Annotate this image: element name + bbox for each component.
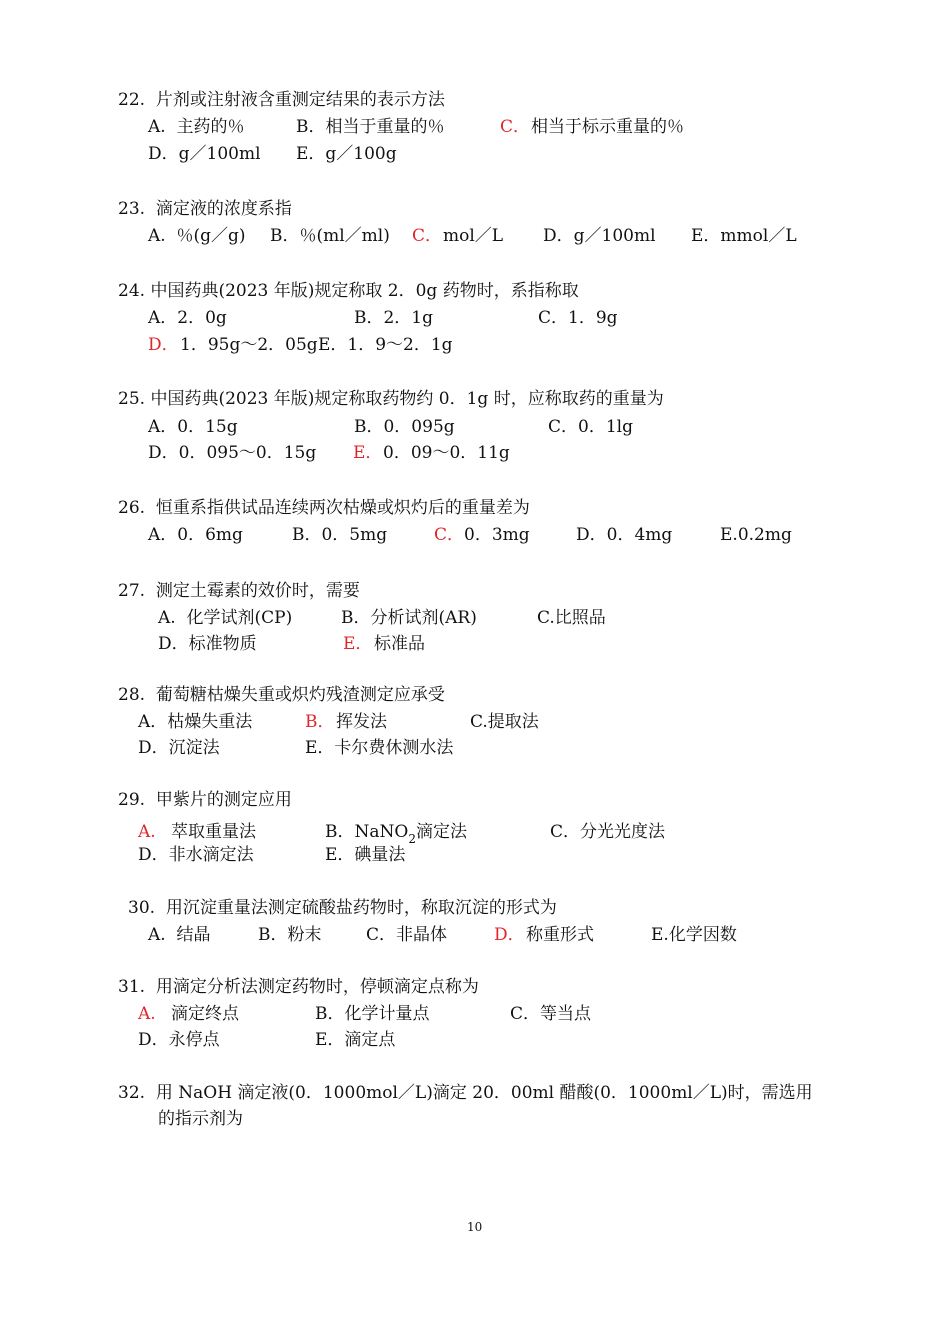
question-28-stem: 28. 葡萄糖枯燥失重或炽灼残渣测定应承受 — [118, 685, 445, 705]
option-28-a: A．枯燥失重法 — [138, 712, 253, 732]
option-29-a-marker: A. — [138, 822, 156, 842]
option-29-e: E．碘量法 — [325, 845, 406, 865]
option-28-e: E．卡尔费休测水法 — [305, 738, 454, 758]
question-24-stem: 24. 中国药典(2023 年版)规定称取 2．0g 药物时，系指称取 — [118, 281, 579, 301]
option-22-c: 相当于标示重量的％ — [531, 117, 684, 137]
option-22-e: E．g／100g — [296, 144, 397, 164]
option-22-b: B．相当于重量的％ — [296, 117, 445, 137]
option-31-a: 滴定终点 — [171, 1004, 239, 1024]
option-29-b — [325, 821, 467, 844]
option-29-b-method: 滴定法 — [415, 822, 467, 842]
option-23-d: D．g／100ml — [543, 226, 656, 246]
option-23-e: E．mmol／L — [691, 226, 797, 246]
page-number: 10 — [467, 1220, 483, 1234]
option-23-a: A. ％(g／g) — [148, 226, 246, 246]
option-22-c-marker: C． — [500, 117, 531, 137]
option-27-a: A. 化学试剂(CP) — [158, 608, 293, 628]
question-29-stem: 29. 甲紫片的测定应用 — [118, 790, 292, 810]
question-26-stem: 26. 恒重系指供试品连续两次枯燥或炽灼后的重量差为 — [118, 498, 530, 518]
option-31-e: E．滴定点 — [315, 1030, 396, 1050]
question-25-stem: 25. 中国药典(2023 年版)规定称取药物约 0．1g 时，应称取药的重量为 — [118, 389, 664, 409]
option-23-b: B．％(ml／ml) — [270, 226, 390, 246]
option-24-e: E．1．9～2．1g — [318, 335, 453, 355]
question-23-stem: 23. 滴定液的浓度系指 — [118, 199, 292, 219]
option-25-e: 0．09～0．11g — [383, 443, 510, 463]
option-22-a: A. 主药的％ — [148, 117, 245, 137]
option-25-c: C．0．1lg — [548, 417, 633, 437]
option-26-c-marker: C． — [434, 525, 465, 545]
option-26-c: 0．3mg — [464, 525, 530, 545]
option-29-b-formula: B．NaNO — [325, 822, 409, 842]
option-28-b: 挥发法 — [336, 712, 387, 732]
option-26-a: A．0．6mg — [148, 525, 243, 545]
option-31-a-marker: A. — [138, 1004, 156, 1024]
option-26-d: D．0．4mg — [576, 525, 673, 545]
question-22-stem: 22. 片剂或注射液含重测定结果的表示方法 — [118, 90, 445, 110]
option-29-c: C．分光光度法 — [550, 822, 666, 842]
option-29-a: 萃取重量法 — [171, 822, 256, 842]
question-27-stem: 27. 测定土霉素的效价时，需要 — [118, 581, 360, 601]
option-30-a: A. 结晶 — [148, 925, 211, 945]
option-25-e-marker: E． — [353, 443, 383, 463]
option-23-c: mol／L — [443, 226, 504, 246]
option-24-a: A．2．0g — [148, 308, 227, 328]
option-23-c-marker: C． — [412, 226, 443, 246]
option-29-d: D．非水滴定法 — [138, 845, 254, 865]
option-31-d: D．永停点 — [138, 1030, 220, 1050]
option-31-b: B．化学计量点 — [315, 1004, 430, 1024]
option-25-a: A．0．15g — [148, 417, 238, 437]
option-31-c: C．等当点 — [510, 1004, 592, 1024]
option-24-b: B．2．1g — [354, 308, 434, 328]
option-27-c: C.比照品 — [537, 608, 606, 628]
option-22-d: D．g／100ml — [148, 144, 261, 164]
option-24-c: C．1．9g — [538, 308, 618, 328]
option-25-d: D．0．095～0．15g — [148, 443, 317, 463]
option-30-e: E.化学因数 — [651, 925, 737, 945]
option-27-e: 标准品 — [374, 634, 425, 654]
question-31-stem: 31. 用滴定分析法测定药物时，停顿滴定点称为 — [118, 977, 479, 997]
question-30-stem: 30. 用沉淀重量法测定硫酸盐药物时，称取沉淀的形式为 — [128, 898, 557, 918]
option-28-b-marker: B． — [305, 712, 335, 732]
option-28-c: C.提取法 — [470, 712, 539, 732]
option-30-b: B．粉末 — [258, 925, 322, 945]
option-30-c: C．非晶体 — [366, 925, 448, 945]
option-25-b: B．0．095g — [354, 417, 455, 437]
option-28-d: D．沉淀法 — [138, 738, 220, 758]
option-24-d-marker: D． — [148, 335, 179, 355]
option-24-d: 1．95g～2．05g — [180, 335, 318, 355]
option-27-e-marker: E． — [343, 634, 373, 654]
question-32-stem: 32. 用 NaOH 滴定液(0．1000mol／L)滴定 20．00ml 醋酸(0．1000ml／L)时，需选用 — [118, 1083, 813, 1103]
question-32-stem-cont: 的指示剂为 — [158, 1109, 243, 1129]
option-30-d: 称重形式 — [526, 925, 594, 945]
option-27-d: D．标准物质 — [158, 634, 257, 654]
option-26-e: E.0.2mg — [720, 525, 792, 545]
option-29-b-subscript: 2 — [408, 832, 416, 846]
option-27-b: B．分析试剂(AR) — [341, 608, 477, 628]
option-26-b: B．0．5mg — [292, 525, 388, 545]
option-30-d-marker: D． — [494, 925, 525, 945]
